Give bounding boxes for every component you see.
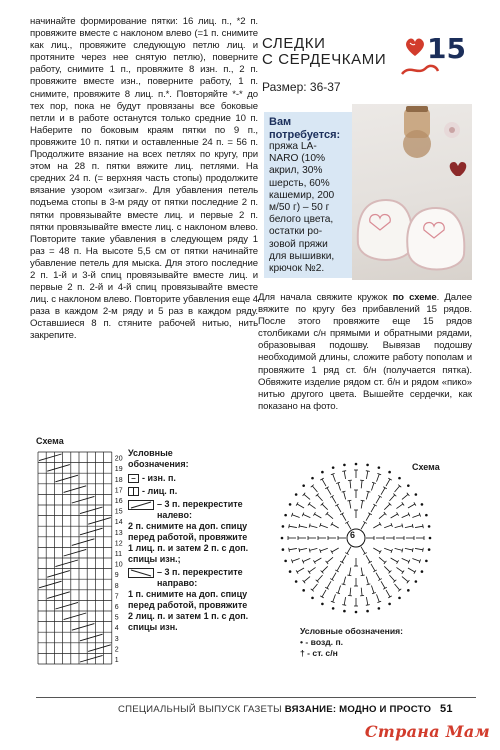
row-number-label: 3 — [114, 635, 119, 643]
row-number-label: 5 — [114, 614, 119, 622]
article-header — [262, 32, 472, 100]
legend-left — [128, 448, 254, 633]
stitch-cap — [309, 524, 310, 528]
stitch-mark — [384, 548, 392, 551]
footer-divider — [36, 697, 476, 698]
heart-ornament-icon — [402, 34, 428, 65]
cross-mark — [47, 571, 70, 578]
row-number-label: 15 — [114, 508, 123, 516]
chain-dot — [289, 503, 292, 506]
cross-mark — [64, 613, 87, 620]
chain-dot — [407, 484, 410, 487]
stitch-mark — [292, 559, 300, 562]
stitch-mark — [371, 483, 373, 491]
legend-right-item: † - ст. с/н — [300, 648, 338, 658]
row-number-label: 4 — [114, 625, 119, 633]
instructions-right-text — [258, 292, 472, 413]
footer-publication: ВЯЗАНИЕ: МОДНО И ПРОСТО — [284, 704, 432, 715]
stitch-mark — [361, 588, 362, 596]
stitch-mark — [303, 514, 310, 517]
chain-dot — [388, 471, 391, 474]
stitch-mark — [395, 486, 400, 492]
stitch-mark — [384, 525, 392, 528]
cross-mark — [72, 539, 95, 546]
stitch-cap — [412, 524, 413, 528]
stitch-mark — [405, 548, 413, 550]
stitch-mark — [344, 597, 345, 605]
cross-right-symbol — [128, 568, 154, 578]
cross-mark — [72, 496, 95, 503]
chain-dot — [398, 597, 401, 600]
stitch-mark — [366, 514, 370, 521]
size-label: Размер: 36-37 — [262, 80, 341, 94]
stitch-mark — [395, 584, 400, 590]
stitch-cap — [402, 548, 403, 552]
legend-text: – 3 п. перекрестите направо: — [157, 567, 243, 588]
stitch-mark — [349, 568, 350, 576]
stitch-cap — [402, 502, 404, 505]
stitch-mark — [342, 514, 346, 521]
materials-line: шерсть, 60% — [269, 177, 330, 189]
chain-dot — [378, 466, 381, 469]
legend-text: – 3 п. перекрестите налево: — [157, 499, 243, 520]
cross-mark — [80, 634, 103, 641]
stitch-mark — [303, 558, 310, 561]
stitch-mark — [381, 581, 385, 588]
stitch-mark — [350, 588, 351, 596]
legend-text: - лиц. п. — [142, 486, 178, 496]
title-line-1: СЛЕДКИ — [262, 35, 326, 52]
chain-dot — [415, 580, 418, 583]
stitch-mark — [412, 559, 420, 562]
stitch-mark — [396, 567, 402, 572]
materials-line: кашемир, 200 — [269, 189, 335, 201]
stitch-cap — [299, 524, 300, 528]
cross-mark — [72, 624, 95, 631]
stitch-mark — [344, 471, 345, 479]
materials-box — [264, 112, 352, 278]
legend-heading: обозначения: — [128, 459, 189, 469]
stitch-mark — [405, 526, 413, 528]
stitch-mark — [379, 514, 385, 519]
cross-mark — [55, 475, 78, 482]
stitch-mark — [322, 566, 328, 572]
chain-dot — [355, 463, 358, 466]
chain-dot — [311, 597, 314, 600]
materials-line: остатки ро- — [269, 226, 323, 238]
stitch-mark — [327, 488, 331, 495]
stitch-mark — [412, 515, 420, 518]
stitch-cap — [342, 605, 346, 606]
stitch-mark — [395, 548, 403, 550]
chain-dot — [289, 570, 292, 573]
row-number-label: 17 — [114, 487, 123, 495]
stitch-mark — [371, 564, 375, 571]
stitch-cap — [289, 548, 290, 552]
right-text-bold: по схеме — [392, 292, 437, 303]
cross-mark — [80, 655, 103, 662]
stitch-mark — [361, 522, 365, 529]
materials-line: пряжа LA- — [269, 141, 317, 152]
cross-mark — [88, 518, 111, 525]
materials-line: для вышивки, — [269, 250, 335, 262]
chain-dot — [421, 503, 424, 506]
stitch-mark — [338, 483, 340, 491]
cross-left-symbol — [128, 500, 154, 510]
stitch-cap — [299, 548, 300, 552]
stitch-mark — [371, 505, 375, 512]
legend-row — [128, 486, 254, 497]
stitch-mark — [386, 590, 390, 597]
stitch-mark — [377, 474, 380, 482]
chain-dot — [428, 525, 431, 528]
stitch-mark — [297, 504, 304, 508]
materials-line: белого цвета, — [269, 214, 334, 226]
chain-dot — [366, 464, 369, 467]
cross-mark — [80, 528, 103, 535]
cross-mark — [64, 549, 87, 556]
legend-row — [128, 473, 254, 484]
legend-right — [300, 626, 403, 659]
stitch-mark — [366, 555, 370, 562]
chain-dot — [321, 471, 324, 474]
chain-dot — [425, 560, 428, 563]
materials-line: акрил, 30% — [269, 165, 323, 177]
materials-heading — [269, 116, 347, 141]
chain-dot — [398, 477, 401, 480]
chain-dot — [302, 589, 305, 592]
stitch-mark — [322, 504, 328, 510]
stitch-mark — [396, 504, 402, 509]
row-number-label: 11 — [114, 551, 123, 558]
stitch-mark — [327, 514, 333, 519]
stitch-mark — [332, 573, 336, 580]
row-number-label: 13 — [114, 529, 123, 537]
stitch-mark — [373, 548, 380, 552]
chain-dot — [429, 537, 432, 540]
stitch-mark — [314, 558, 321, 562]
chain-dot — [282, 548, 285, 551]
legend-text: 2 п. снимите на доп. спицу перед работой, провяжите 1 лиц. п. и затем 2 п. с доп. спицы изн.; — [128, 521, 249, 564]
chain-dot — [284, 560, 287, 563]
knit-symbol: | — [128, 487, 139, 496]
stitch-mark — [332, 548, 339, 552]
stitch-mark — [337, 564, 341, 571]
stitch-mark — [312, 486, 317, 492]
stitch-mark — [408, 504, 415, 508]
stitch-mark — [395, 526, 403, 528]
materials-heading-line-2: потребуется: — [269, 128, 341, 141]
chain-dot — [321, 603, 324, 606]
stitch-mark — [322, 590, 326, 597]
row-number-label: 8 — [114, 582, 119, 590]
cross-mark — [47, 465, 70, 472]
stitch-cap — [308, 502, 310, 505]
watermark-logo: Страна Мам — [364, 722, 490, 741]
stitch-mark — [386, 479, 390, 486]
stitch-cap — [309, 548, 310, 552]
stitch-mark — [333, 474, 336, 482]
stitch-mark — [332, 524, 339, 528]
stitch-mark — [381, 488, 385, 495]
stitch-mark — [342, 555, 346, 562]
stitch-cap — [342, 584, 346, 585]
row-number-label: 7 — [114, 593, 119, 601]
row-number-label: 6 — [114, 604, 119, 611]
stitch-cap — [423, 524, 424, 528]
stitch-mark — [320, 525, 328, 528]
materials-line: NARO (10% — [269, 153, 326, 165]
stitch-mark — [366, 492, 368, 500]
stitch-mark — [309, 504, 315, 509]
cross-mark — [39, 454, 62, 461]
chain-dot — [378, 607, 381, 610]
chain-dot — [425, 514, 428, 517]
stitch-cap — [366, 584, 370, 585]
row-number-label: 14 — [114, 519, 123, 527]
chain-dot — [355, 611, 358, 614]
cross-mark — [88, 645, 111, 652]
stitch-mark — [337, 505, 341, 512]
cross-mark — [55, 602, 78, 609]
stitch-cap — [361, 575, 365, 576]
pattern-number: 15 — [427, 32, 466, 65]
stitch-mark — [377, 594, 380, 602]
chain-dot — [302, 484, 305, 487]
stitch-mark — [347, 522, 351, 529]
chain-dot — [295, 580, 298, 583]
materials-line: крючок №2. — [269, 263, 325, 275]
stitch-mark — [317, 495, 322, 501]
legend-right-item: • - возд. п. — [300, 637, 344, 647]
chain-dot — [343, 610, 346, 613]
stitch-mark — [389, 575, 394, 581]
stitch-mark — [299, 548, 307, 550]
stitch-cap — [308, 570, 310, 573]
stitch-mark — [297, 568, 304, 572]
stitch-mark — [389, 495, 394, 501]
materials-heading-line-1: Вам — [269, 116, 292, 128]
row-number-label: 10 — [114, 561, 123, 569]
row-number-label: 1 — [114, 657, 119, 664]
chart-left-label: Схема — [36, 436, 64, 446]
stitch-mark — [402, 577, 408, 582]
row-number-label: 20 — [114, 455, 123, 463]
cross-mark — [80, 507, 103, 514]
purl-symbol: – — [128, 474, 139, 483]
stitch-mark — [299, 526, 307, 528]
stitch-mark — [347, 547, 351, 554]
stitch-mark — [344, 492, 346, 500]
stitch-mark — [402, 494, 408, 499]
stitch-mark — [376, 496, 380, 503]
stitch-cap — [412, 548, 413, 552]
chain-dot — [295, 493, 298, 496]
stitch-mark — [361, 501, 362, 509]
stitch-cap — [366, 471, 370, 472]
stitch-mark — [384, 504, 390, 510]
legend-text: 1 п. снимите на доп. спицу перед работой, провяжите 2 лиц. п. и затем 1 п. с доп. спицы изн. — [128, 589, 249, 632]
stitch-mark — [309, 567, 315, 572]
stitch-mark — [289, 526, 297, 527]
stitch-cap — [366, 491, 370, 492]
stitch-mark — [322, 479, 326, 486]
stitch-cap — [402, 524, 403, 528]
stitch-mark — [371, 586, 373, 594]
slippers-photo — [352, 104, 472, 280]
stitch-mark — [366, 577, 368, 585]
stitch-cap — [347, 500, 351, 501]
crochet-circle-chart — [276, 458, 436, 623]
stitch-cap — [342, 471, 346, 472]
chain-dot — [366, 610, 369, 613]
legend-row — [128, 567, 254, 589]
stitch-mark — [344, 577, 346, 585]
chain-dot — [343, 464, 346, 467]
swirl-ornament-icon — [400, 62, 440, 83]
stitch-mark — [384, 566, 390, 572]
cross-mark — [47, 592, 70, 599]
stitch-mark — [292, 515, 300, 518]
instructions-paragraph: начинайте формирование пятки: 16 лиц. п., *2 п. провяжите вместе с наклоном влево (=1 п. снимите как лиц., провяжите следующую петлю лиц. и протяните через нее снятую петлю), поверните работу, снимите 1 п., провяжите 8 изн. п., 2 п. провяжите вместе изн., поверните работу, 1 п. снимите, провяжите 8 лиц. п.*. Повторяйте *-* до тех пор, пока не будут провязаны все боковые петли и в работе останутся только средние 10 п. Наберите по боковым краям пятки по 9 п., провяжите 10 п. пятки и оставленные 24 п. = 56 п. Продолжите вязание на всех петлях по кругу, при этом на 28 п. пятки вяжите лиц. петлями. На средних 24 п. (= верхняя часть стопы) продолжите вязание узором «зигзаг». Для убавления петель подъема стопы в 3-м ряду от пятки последние 2 п. пятки провязывайте вместе лиц. и первые 2 п. пятки провязывайте вместе лиц. с наклоном влево. Повторите такие убавления в следующем ряду 1 раз = 48 п. На высоте 5,5 см от пятки начинайте убавление петель для мыска. Для этого последние 2 п. 1-й и 3-й спиц провязывайте вместе лиц. и первые 2 п. 2-й и 4-й спиц провязывайте вместе лиц. с наклоном влево. Повторите убавления еще 4 раза в каждом 2-м ряду и 5 раз в каждом ряду. Оставшиеся 8 п. стяните рабочей нитью, нить закрепите. — [30, 16, 258, 342]
chain-dot — [428, 548, 431, 551]
cross-mark — [55, 560, 78, 567]
chain-dot — [332, 466, 335, 469]
legend-right-heading: Условные обозначения: — [300, 626, 403, 636]
knitting-grid-chart — [36, 448, 128, 671]
stitch-mark — [415, 548, 423, 549]
materials-line: м/50 г) – 50 г — [269, 202, 330, 214]
stitch-mark — [304, 494, 310, 499]
chain-dot — [281, 537, 284, 540]
stitch-cap — [366, 605, 370, 606]
stitch-mark — [379, 557, 385, 562]
stitch-mark — [373, 524, 380, 528]
stitch-cap — [361, 500, 365, 501]
stitch-mark — [310, 548, 318, 550]
chain-dot — [311, 477, 314, 480]
chart-right-label: Схема — [412, 462, 440, 472]
row-number-label: 18 — [114, 476, 123, 484]
row-number-label: 2 — [114, 646, 119, 654]
stitch-mark — [402, 558, 409, 561]
stitch-cap — [347, 575, 351, 576]
stitch-mark — [317, 575, 322, 581]
stitch-mark — [391, 514, 398, 518]
stitch-mark — [289, 548, 297, 549]
legend-row — [128, 499, 254, 521]
row-number-label: 9 — [114, 572, 119, 580]
stitch-mark — [314, 514, 321, 518]
chain-dot — [407, 589, 410, 592]
stitch-mark — [391, 558, 398, 562]
stitch-mark — [361, 480, 362, 488]
page-number: 51 — [440, 703, 453, 715]
stitch-cap — [423, 548, 424, 552]
row-number-label: 16 — [114, 498, 123, 505]
stitch-cap — [289, 524, 290, 528]
stitch-cap — [342, 491, 346, 492]
right-text-intro: Для начала свяжите кружок — [258, 292, 393, 303]
stitch-mark — [361, 547, 365, 554]
right-text-rest: . Далее вяжите по кругу без прибавлений 15 рядов. После этого провяжите еще 15 рядов столбиками с/н прямыми и обратными рядами, образовывая подошву. Вывязав подошву необходимой длины, сложите работу пополам и провяжите 1 ряд ст. б/н (получается пятка). Обвяжите изделие рядом ст. б/н и рядом «пико» нитью другого цвета. Вышейте сердечки, как показано на фото. — [258, 292, 473, 412]
stitch-mark — [415, 526, 423, 527]
chain-dot — [415, 493, 418, 496]
stitch-mark — [366, 471, 367, 479]
stitch-mark — [361, 568, 362, 576]
page-footer — [118, 703, 453, 715]
title-line-2: С СЕРДЕЧКАМИ — [262, 51, 387, 68]
row-number-label: 19 — [114, 466, 123, 474]
chain-dot — [282, 525, 285, 528]
stitch-mark — [333, 594, 336, 602]
stitch-mark — [327, 581, 331, 588]
stitch-mark — [310, 526, 318, 528]
footer-prefix: СПЕЦИАЛЬНЫЙ ВЫПУСК ГАЗЕТЫ — [118, 704, 282, 715]
center-chain-count: 6 — [350, 530, 356, 540]
cross-mark — [64, 486, 87, 493]
stitch-mark — [327, 557, 333, 562]
stitch-mark — [320, 548, 328, 551]
stitch-mark — [366, 597, 367, 605]
stitch-mark — [402, 514, 409, 517]
stitch-mark — [350, 480, 351, 488]
chain-dot — [421, 570, 424, 573]
cross-mark — [39, 581, 62, 588]
stitch-cap — [402, 570, 404, 573]
chain-dot — [388, 603, 391, 606]
stitch-mark — [304, 577, 310, 582]
stitch-mark — [408, 568, 415, 572]
materials-line: зовой пряжи — [269, 238, 328, 250]
chain-dot — [332, 607, 335, 610]
row-number-label: 12 — [114, 540, 123, 548]
stitch-mark — [376, 573, 380, 580]
stitch-mark — [332, 496, 336, 503]
legend-text: - изн. п. — [142, 473, 176, 483]
chain-dot — [284, 514, 287, 517]
legend-heading: Условные — [128, 448, 173, 458]
instructions-left-column — [30, 16, 258, 343]
stitch-mark — [312, 584, 317, 590]
stitch-mark — [349, 501, 350, 509]
stitch-mark — [338, 586, 340, 594]
